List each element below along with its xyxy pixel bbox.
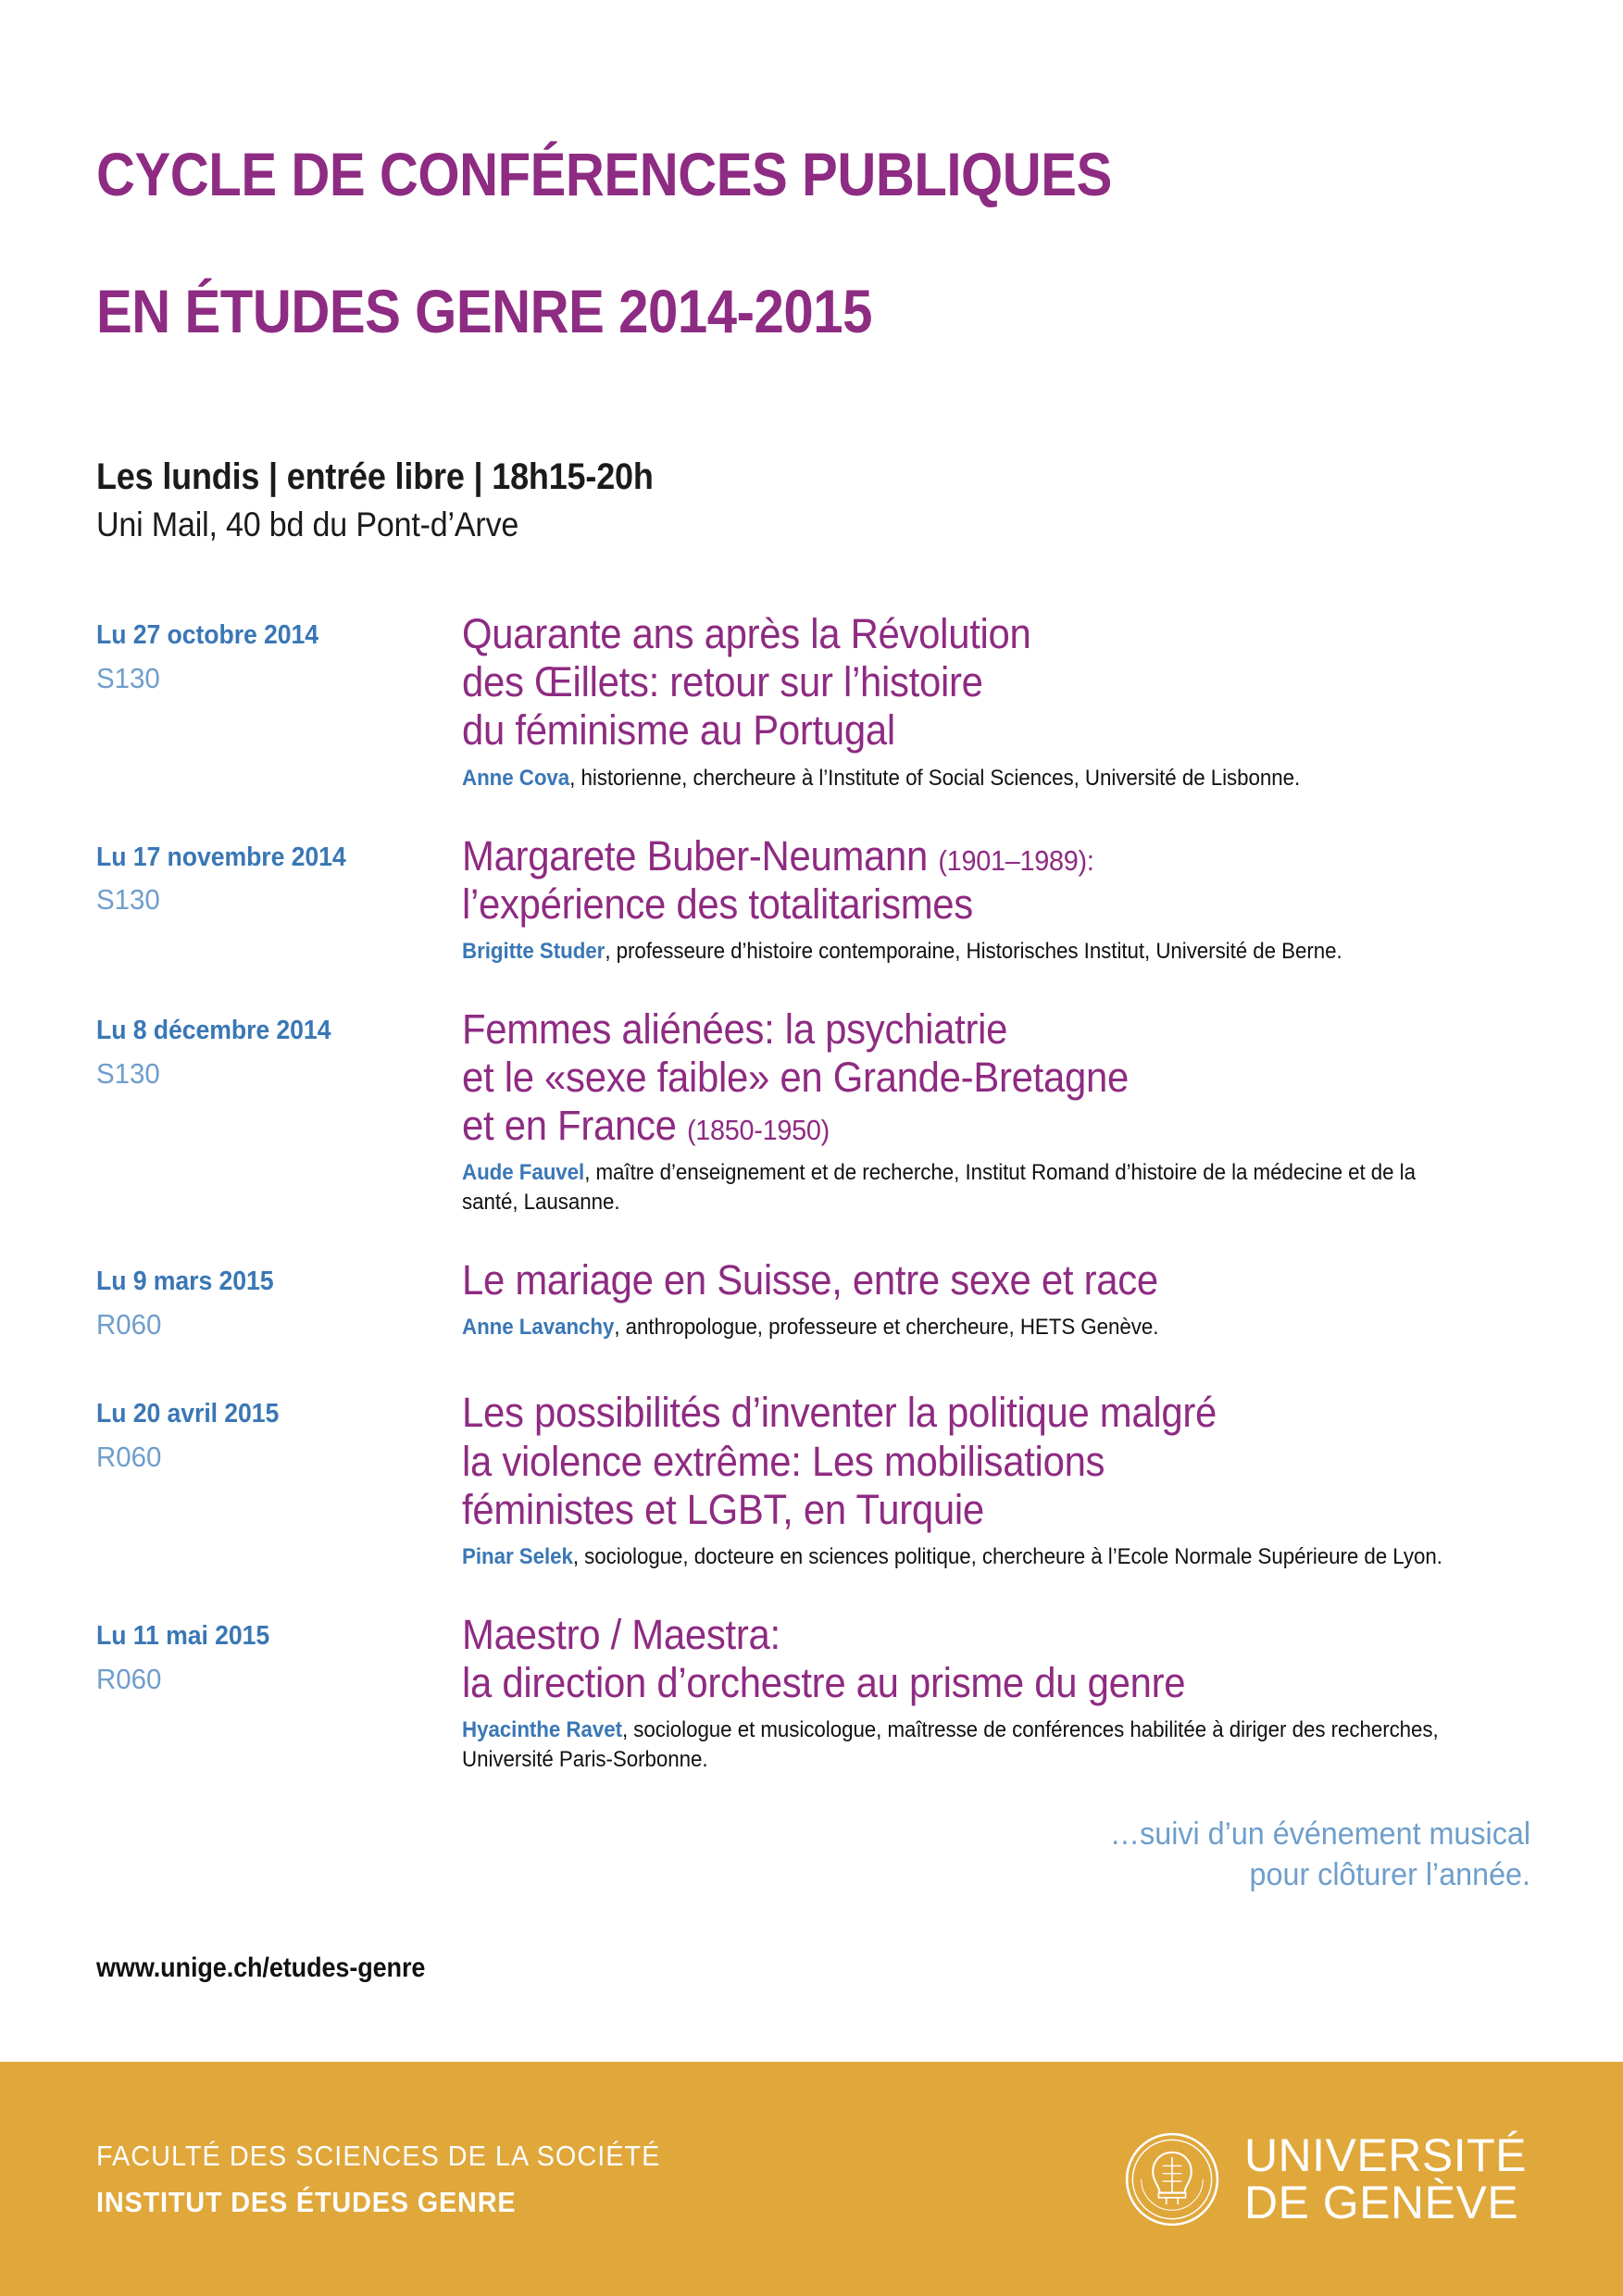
event-date: Lu 8 décembre 2014 [96, 1015, 331, 1045]
event-title-line: l’expérience des totalitarismes [462, 880, 973, 928]
speaker-description: , anthropologue, professeure et chercheure, HETS Genève. [614, 1315, 1159, 1341]
event-when [96, 832, 462, 917]
event-title-line: Maestro / Maestra: [462, 1610, 780, 1658]
event-date: Lu 11 mai 2015 [96, 1620, 270, 1651]
speaker-description: , maître d’enseignement et de recherche, Institut Romand d’histoire de la médecine et de la santé, Lausanne. [462, 1160, 1416, 1216]
event-title [462, 1256, 1465, 1304]
title-line-2: EN ÉTUDES GENRE 2014-2015 [96, 276, 872, 345]
title-line-1: CYCLE DE CONFÉRENCES PUBLIQUES [96, 139, 1112, 208]
event-room: R060 [96, 1308, 162, 1341]
event-title-line: Les possibilités d’inventer la politique malgré [462, 1389, 1217, 1437]
website-url[interactable]: www.unige.ch/etudes-genre [96, 1953, 426, 1984]
event-title-line: des Œillets: retour sur l’histoire [462, 658, 983, 706]
event-item [96, 1256, 1540, 1342]
event-when [96, 610, 462, 695]
speaker-name: Pinar Selek [462, 1543, 573, 1569]
event-speaker [462, 764, 1465, 793]
event-room: R060 [96, 1662, 162, 1695]
event-body [462, 1389, 1540, 1571]
event-title-line: et le «sexe faible» en Grande-Bretagne [462, 1054, 1129, 1102]
speaker-description: , professeure d’histoire contemporaine, Historisches Institut, Université de Berne. [605, 938, 1342, 964]
event-item [96, 1611, 1540, 1775]
event-body [462, 1005, 1540, 1217]
poster-footer [0, 2062, 1623, 2296]
event-title-line: la violence extrême: Les mobilisations [462, 1437, 1105, 1485]
event-speaker [462, 1716, 1465, 1775]
event-title [462, 1005, 1465, 1151]
speaker-description: , sociologue et musicologue, maîtresse de conférences habilitée à diriger des recherches, Université Paris-Sorbonne. [462, 1717, 1439, 1773]
event-speaker [462, 1542, 1465, 1572]
closing-note [96, 1814, 1623, 1895]
event-speaker [462, 1313, 1465, 1342]
event-date: Lu 17 novembre 2014 [96, 842, 346, 872]
schedule-subtitle: Les lundis | entrée libre | 18h15-20h [96, 455, 654, 497]
speaker-name: Hyacinthe Ravet [462, 1717, 622, 1743]
event-item [96, 1005, 1540, 1217]
unige-seal-icon [1124, 2131, 1220, 2227]
subtitle-block [96, 455, 1623, 546]
event-when [96, 1256, 462, 1341]
unige-logo [1124, 2128, 1527, 2228]
event-title-line: la direction d’orchestre au prisme du genre [462, 1658, 1186, 1706]
event-body [462, 832, 1540, 967]
page-title [96, 72, 1440, 415]
event-title-line: Femmes aliénées: la psychiatrie [462, 1004, 1008, 1053]
speaker-name: Aude Fauvel [462, 1160, 585, 1186]
masthead [96, 72, 1623, 545]
event-list [96, 610, 1623, 1775]
event-date: Lu 20 avril 2015 [96, 1399, 280, 1429]
event-speaker [462, 1158, 1465, 1217]
event-body [462, 1611, 1540, 1775]
faculty-name: FACULTÉ DES SCIENCES DE LA SOCIÉTÉ [96, 2139, 661, 2172]
event-body [462, 1256, 1540, 1342]
speaker-name: Anne Cova [462, 765, 570, 791]
venue-address: Uni Mail, 40 bd du Pont-d’Arve [96, 505, 519, 543]
event-title-years-suffix: : [1086, 843, 1094, 877]
speaker-description: , sociologue, docteure en sciences politique, chercheure à l’Ecole Normale Supérieure de Lyon. [572, 1543, 1442, 1569]
event-title [462, 1389, 1465, 1534]
event-title-line [462, 1102, 1465, 1150]
closing-line-1: …suivi d’un événement musical [1109, 1816, 1530, 1852]
closing-line-2: pour clôturer l’année. [1249, 1857, 1530, 1893]
event-title [462, 1611, 1465, 1707]
event-when [96, 1389, 462, 1474]
unige-wordmark-line-1: UNIVERSITÉ [1243, 2128, 1527, 2181]
event-title-years: (1850-1950) [686, 1114, 830, 1147]
event-title-line: Quarante ans après la Révolution [462, 610, 1031, 658]
event-speaker [462, 937, 1465, 967]
footer-org [96, 2140, 703, 2219]
unige-wordmark [1243, 2128, 1527, 2228]
institute-name: INSTITUT DES ÉTUDES GENRE [96, 2185, 517, 2218]
event-item [96, 832, 1540, 967]
speaker-name: Anne Lavanchy [462, 1315, 615, 1341]
event-date: Lu 9 mars 2015 [96, 1267, 274, 1297]
event-title [462, 610, 1465, 755]
event-when [96, 1611, 462, 1696]
event-room: S130 [96, 661, 160, 694]
event-title-line: du féminisme au Portugal [462, 706, 895, 755]
event-title-text: et en France [462, 1102, 677, 1150]
event-body [462, 610, 1540, 792]
event-item [96, 610, 1540, 792]
event-title-line [462, 832, 1465, 880]
event-title-text: Margarete Buber-Neumann [462, 831, 929, 880]
speaker-name: Brigitte Studer [462, 938, 606, 964]
unige-wordmark-line-2: DE GENÈVE [1243, 2176, 1519, 2228]
event-title-line: Le mariage en Suisse, entre sexe et race [462, 1256, 1158, 1304]
event-title-line: féministes et LGBT, en Turquie [462, 1485, 984, 1533]
event-title-years: (1901–1989) [938, 843, 1087, 877]
event-title [462, 832, 1465, 929]
event-room: S130 [96, 883, 160, 917]
event-when [96, 1005, 462, 1091]
speaker-description: , historienne, chercheure à l’Institute of Social Sciences, Université de Lisbonne. [569, 765, 1301, 791]
event-room: S130 [96, 1056, 160, 1090]
event-item [96, 1389, 1540, 1571]
event-room: R060 [96, 1441, 162, 1474]
event-date: Lu 27 octobre 2014 [96, 620, 319, 651]
